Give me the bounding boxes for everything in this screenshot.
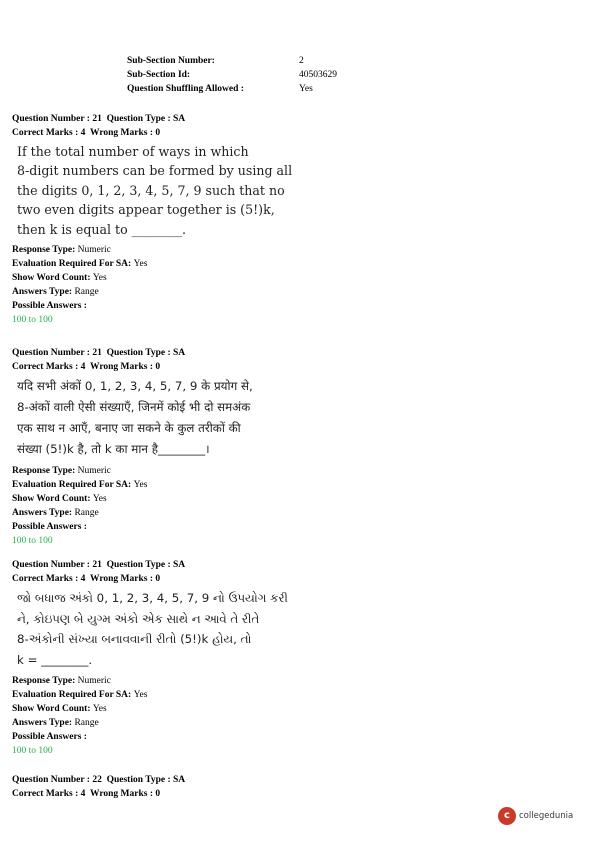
sub-section-id-label: Sub-Section Id: [127, 70, 191, 80]
question-number: 22 [92, 775, 102, 785]
possible-answers-label: Possible Answers : [12, 732, 87, 743]
question-type: SA [173, 775, 186, 785]
collegedunia-logo-icon: c [498, 807, 516, 825]
correct-marks: 4 [80, 128, 86, 138]
possible-answers-label: Possible Answers : [12, 522, 87, 532]
question-type: SA [173, 348, 186, 358]
wrong-marks-label: Wrong Marks : [90, 362, 153, 372]
sub-section-number-label: Sub-Section Number: [127, 56, 215, 66]
correct-marks-label: Correct Marks : [12, 362, 79, 372]
sub-section-number-row [127, 54, 337, 68]
marks-line [12, 360, 572, 374]
response-type-label: Response Type: [12, 245, 76, 256]
answers-type-line [12, 285, 572, 299]
question-type: SA [173, 560, 186, 570]
answers-type-value: Range [74, 508, 99, 518]
evaluation-line [12, 688, 572, 702]
wrong-marks: 0 [155, 362, 161, 372]
answers-type-value: Range [74, 718, 99, 729]
question-number: 21 [92, 348, 102, 358]
answers-type-value: Range [74, 287, 99, 298]
wrong-marks-label: Wrong Marks : [90, 789, 153, 799]
correct-marks: 4 [80, 362, 86, 372]
evaluation-value: Yes [133, 480, 148, 490]
marks-line [12, 126, 572, 140]
question-shuffling-row [127, 82, 337, 96]
logo-text [519, 812, 573, 821]
question-shuffling-value: Yes [299, 84, 313, 94]
question-text: જો બધાજ અંકો 0, 1, 2, 3, 4, 5, 7, 9 નો ઉપયોગ કરી ને, કોઇપણ બે યુગ્મ અંકો એક સાથે ન આવે તે રીતે 8-અંકોની સંખ્યા બનાવવાની રીતો (5!)k હોય, તો k = ________. [17, 591, 288, 667]
word-count-line [12, 492, 572, 506]
evaluation-value: Yes [133, 259, 148, 270]
word-count-line [12, 271, 572, 285]
response-type-line [12, 674, 572, 688]
question-type-label: Question Type : [106, 775, 171, 785]
question-block-hindi [12, 346, 572, 548]
question-shuffling-label: Question Shuffling Allowed : [127, 84, 244, 94]
question-number-label: Question Number : [12, 348, 90, 358]
evaluation-label: Evaluation Required For SA: [12, 690, 132, 701]
question-number-label: Question Number : [12, 775, 90, 785]
answers-type-line [12, 716, 572, 730]
correct-marks-label: Correct Marks : [12, 789, 79, 799]
sub-section-number-value: 2 [299, 56, 304, 66]
word-count-value: Yes [92, 494, 107, 504]
question-header [12, 112, 572, 126]
question-header [12, 346, 572, 360]
question-number: 21 [92, 560, 102, 570]
response-type-line [12, 464, 572, 478]
question-header [12, 558, 572, 572]
correct-marks: 4 [80, 789, 86, 799]
response-type-value: Numeric [77, 245, 111, 256]
possible-answers-value: 100 to 100 [12, 536, 53, 546]
evaluation-label: Evaluation Required For SA: [12, 259, 132, 270]
possible-answers-label: Possible Answers : [12, 301, 87, 312]
logo-name: collegedunia [519, 810, 574, 821]
evaluation-label: Evaluation Required For SA: [12, 480, 132, 490]
wrong-marks: 0 [155, 789, 161, 799]
word-count-value: Yes [92, 273, 107, 284]
possible-answers-value: 100 to 100 [12, 315, 53, 326]
word-count-label: Show Word Count: [12, 494, 91, 504]
answers-type-label: Answers Type: [12, 287, 73, 298]
evaluation-line [12, 478, 572, 492]
question-number-label: Question Number : [12, 560, 90, 570]
correct-marks: 4 [80, 574, 86, 584]
sub-section-info [127, 54, 337, 96]
word-count-line [12, 702, 572, 716]
correct-marks-label: Correct Marks : [12, 128, 79, 138]
question-text: यदि सभी अंकों 0, 1, 2, 3, 4, 5, 7, 9 के प्रयोग से, 8-अंकों वाली ऐसी संख्याएँ, जिनमें कोई भी दो समअंक एक साथ न आएँ, बनाए जा सकने के कुल तरीकों की संख्या (5!)k है, तो k का मान है________। [17, 379, 253, 456]
question-type-label: Question Type : [106, 348, 171, 358]
collegedunia-logo [498, 806, 588, 826]
marks-line [12, 787, 572, 801]
word-count-label: Show Word Count: [12, 273, 91, 284]
question-type-label: Question Type : [106, 560, 171, 570]
response-type-value: Numeric [77, 466, 111, 476]
response-type-line [12, 243, 572, 257]
wrong-marks-label: Wrong Marks : [90, 574, 153, 584]
question-number: 21 [92, 114, 102, 124]
question-type-label: Question Type : [106, 114, 171, 124]
wrong-marks: 0 [155, 574, 161, 584]
sub-section-id-value: 40503629 [299, 70, 337, 80]
wrong-marks-label: Wrong Marks : [90, 128, 153, 138]
evaluation-value: Yes [133, 690, 148, 701]
word-count-value: Yes [92, 704, 107, 715]
marks-line [12, 572, 572, 586]
word-count-label: Show Word Count: [12, 704, 91, 715]
question-text: If the total number of ways in which 8-digit numbers can be formed by using all the digits 0, 1, 2, 3, 4, 5, 7, 9 such that no two even digits appear together is (5!)k, then k is equal to ________. [17, 144, 293, 237]
question-block-gujarati [12, 558, 572, 758]
answers-type-line [12, 506, 572, 520]
response-type-value: Numeric [77, 676, 111, 687]
answers-type-label: Answers Type: [12, 718, 73, 729]
question-number-label: Question Number : [12, 114, 90, 124]
question-block-english [12, 112, 572, 327]
correct-marks-label: Correct Marks : [12, 574, 79, 584]
question-block-22 [12, 773, 572, 801]
question-type: SA [173, 114, 186, 124]
sub-section-id-row [127, 68, 337, 82]
response-type-label: Response Type: [12, 466, 76, 476]
wrong-marks: 0 [155, 128, 161, 138]
possible-answers-value: 100 to 100 [12, 746, 53, 757]
response-type-label: Response Type: [12, 676, 76, 687]
question-header [12, 773, 572, 787]
answers-type-label: Answers Type: [12, 508, 73, 518]
evaluation-line [12, 257, 572, 271]
